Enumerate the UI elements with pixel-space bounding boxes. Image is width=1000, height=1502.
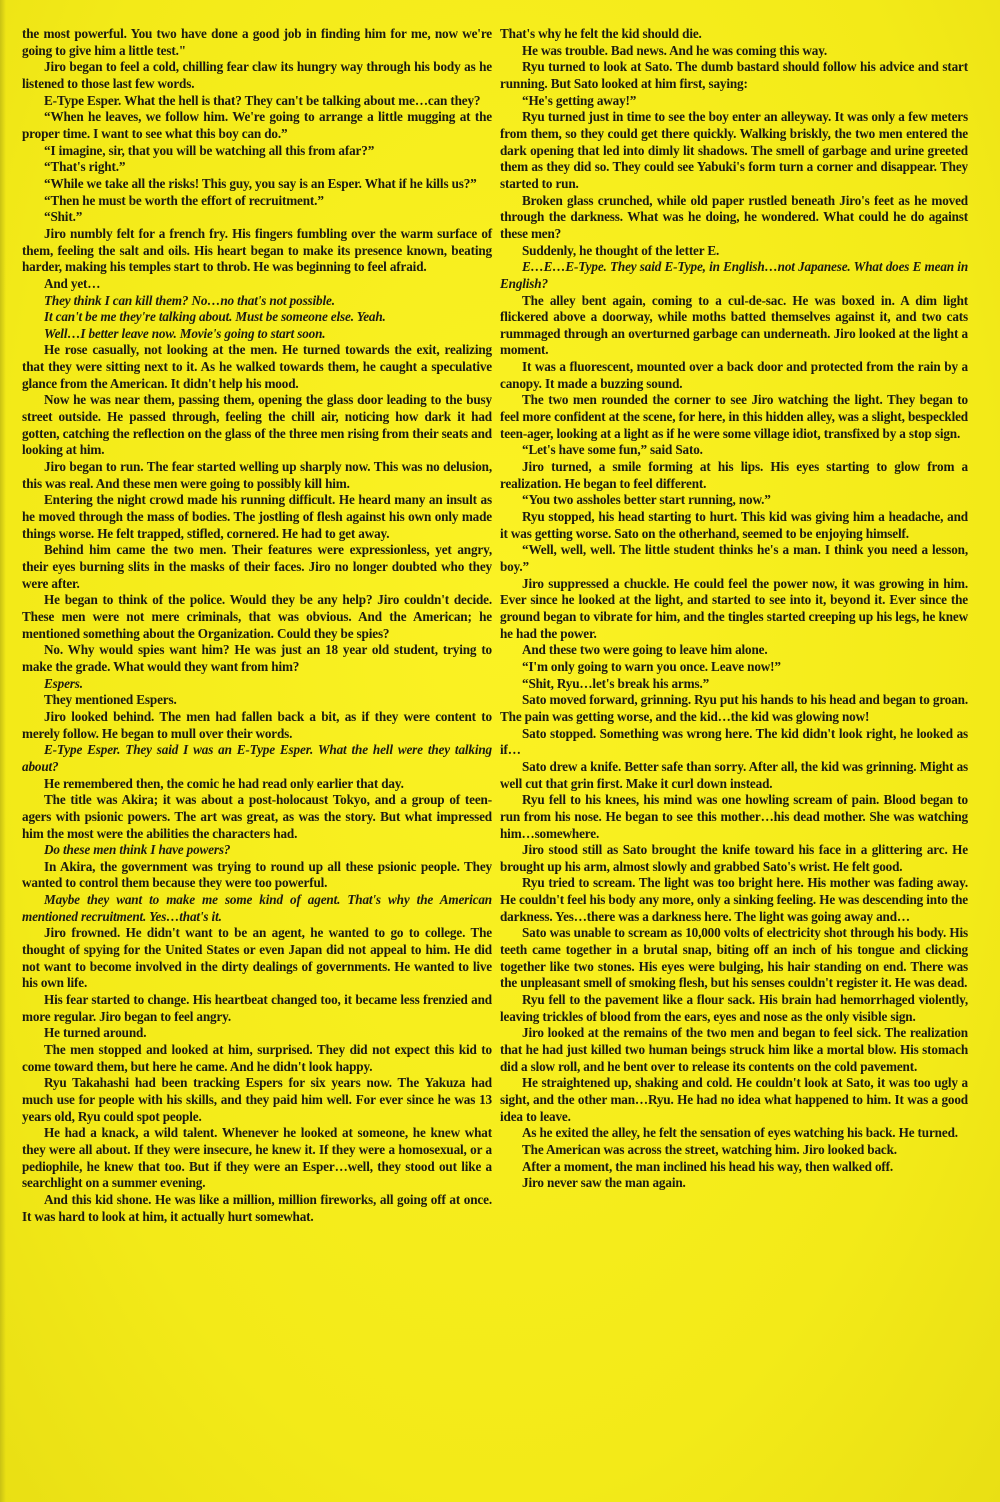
paragraph: And this kid shone. He was like a million, million fireworks, all going off at once. It was hard to look at him, it actually hurt somewhat. xyxy=(22,1191,492,1224)
paragraph: E-Type Esper. They said I was an E-Type Esper. What the hell were they talking about? xyxy=(22,742,492,774)
paragraph: “When he leaves, we follow him. We're going to arrange a little mugging at the proper time. I want to see what this boy can do.” xyxy=(22,109,492,141)
paragraph: E…E…E-Type. They said E-Type, in English…not Japanese. What does E mean in English? xyxy=(500,259,968,291)
paragraph: Sato stopped. Something was wrong here. The kid didn't look right, he looked as if… xyxy=(500,725,968,758)
paragraph: Do these men think I have powers? xyxy=(44,842,231,858)
paragraph: He was trouble. Bad news. And he was coming this way. xyxy=(522,42,828,58)
paragraph: Jiro turned, a smile forming at his lips. His eyes starting to glow from a realization. He began to feel different. xyxy=(500,459,968,491)
paragraph: Ryu fell to the pavement like a flour sack. His brain had hemorrhaged violently, leaving trickles of blood from the ears, eyes and nose as the only visible sign. xyxy=(500,992,968,1024)
paragraph: Jiro began to run. The fear started welling up sharply now. This was no delusion, this was real. And these men were going to possibly kill him. xyxy=(22,459,492,491)
paragraph: “You two assholes better start running, now.” xyxy=(522,492,771,508)
paragraph: Behind him came the two men. Their features were expressionless, yet angry, their eyes burning slits in the masks of their faces. Jiro no longer doubted who they were after. xyxy=(22,542,492,591)
paragraph: That's why he felt the kid should die. xyxy=(500,26,702,41)
paragraph: Now he was near them, passing them, opening the glass door leading to the busy street outside. He passed through, feeling the chill air, noticing how dark it had gotten, catching the reflection on the glass of the three men rising from their seats and looking at him. xyxy=(22,392,492,458)
paragraph: He straightened up, shaking and cold. He couldn't look at Sato, it was too ugly a sight, and the other man…Ryu. He had no idea what happened to him. It was a good idea to leave. xyxy=(500,1075,968,1124)
paragraph: Jiro never saw the man again. xyxy=(522,1175,686,1191)
paragraph: The alley bent again, coming to a cul-de-sac. He was boxed in. A dim light flickered above a doorway, while moths batted themselves against it, and two cats rummaged through an overturned garbage can underneath. Jiro looked at the light a moment. xyxy=(500,292,968,358)
paragraph: He turned around. xyxy=(44,1025,147,1041)
paragraph: He rose casually, not looking at the men. He turned towards the exit, realizing that they were sitting next to it. As he walked towards them, he caught a speculative glance from the American. It didn't help his mood. xyxy=(22,342,492,391)
paragraph: Jiro suppressed a chuckle. He could feel the power now, it was growing in him. Ever since he looked at the light, and started to see into it, beyond it. Ever since the ground began to vibrate for him, and the tingles started creeping up his legs, he knew he had the power. xyxy=(500,575,968,641)
paragraph: In Akira, the government was trying to round up all these psionic people. They wanted to control them because they were too powerful. xyxy=(22,858,492,891)
paragraph: He began to think of the police. Would they be any help? Jiro couldn't decide. These men were not mere criminals, that was obvious. And the American; he mentioned something about the Organization. Could they be spies? xyxy=(22,592,492,641)
paragraph: “Shit.” xyxy=(44,209,83,225)
paragraph: Ryu Takahashi had been tracking Espers for six years now. The Yakuza had much use for people with his skills, and they paid him well. For ever since he was 13 years old, Ryu could spot people. xyxy=(22,1075,492,1124)
paragraph: “While we take all the risks! This guy, you say is an Esper. What if he kills us?” xyxy=(44,175,477,191)
paragraph: The men stopped and looked at him, surprised. They did not expect this kid to come toward them, but here he came. And he didn't look happy. xyxy=(22,1042,492,1074)
paragraph: They mentioned Espers. xyxy=(44,692,177,708)
paragraph: “Shit, Ryu…let's break his arms.” xyxy=(522,675,710,691)
paragraph: The title was Akira; it was about a post-holocaust Tokyo, and a group of teen-agers with psionic powers. The art was great, as was the story. But what impressed him the most were the abilities the characters had. xyxy=(22,792,492,841)
paragraph: The two men rounded the corner to see Jiro watching the light. They began to feel more confident at the scene, for here, in this hidden alley, was a slight, bespeckled teen-ager, looking at a light as if he were some village idiot, transfixed by a stop sign. xyxy=(500,392,968,441)
paragraph: Jiro frowned. He didn't want to be an agent, he wanted to go to college. The thought of spying for the United States or even Japan did not appeal to him. He did not want to become involved in the dirty dealings of governments. He wanted to live his own life. xyxy=(22,925,492,991)
paragraph: Sato drew a knife. Better safe than sorry. After all, the kid was grinning. Might as well cut that grin first. Make it curl down instead. xyxy=(500,758,968,791)
left-text-column xyxy=(22,26,492,1225)
paragraph: Jiro began to feel a cold, chilling fear claw its hungry way through his body as he listened to those last few words. xyxy=(22,59,492,91)
paragraph: After a moment, the man inclined his head his way, then walked off. xyxy=(522,1158,894,1174)
paragraph: It was a fluorescent, mounted over a back door and protected from the rain by a canopy. It made a buzzing sound. xyxy=(500,359,968,391)
paragraph: The American was across the street, watching him. Jiro looked back. xyxy=(522,1141,897,1157)
paragraph: Ryu turned just in time to see the boy enter an alleyway. It was only a few meters from them, so they could get there quickly. Walking briskly, the two men entered the dark opening that led into dimly lit shadows. The smell of garbage and urine greeted them as they did so. They could see Yabuki's form turn a corner and disappear. They started to run. xyxy=(500,109,968,191)
paragraph: Entering the night crowd made his running difficult. He heard many an insult as he moved through the mass of bodies. The jostling of flesh against his own only made things worse. He felt trapped, stifled, cornered. He had to get away. xyxy=(22,492,492,541)
paragraph: Well…I better leave now. Movie's going to start soon. xyxy=(44,325,326,341)
paragraph: No. Why would spies want him? He was just an 18 year old student, trying to make the grade. What would they want from him? xyxy=(22,642,492,674)
paragraph: Sato moved forward, grinning. Ryu put his hands to his head and began to groan. The pain was getting worse, and the kid…the kid was glowing now! xyxy=(500,692,968,724)
paragraph: As he exited the alley, he felt the sensation of eyes watching his back. He turned. xyxy=(522,1125,958,1141)
paragraph: Ryu stopped, his head starting to hurt. This kid was giving him a headache, and it was getting worse. Sato on the otherhand, seemed to be enjoying himself. xyxy=(500,509,968,541)
paragraph: Espers. xyxy=(44,675,83,691)
paragraph: “Well, well, well. The little student thinks he's a man. I think you need a lesson, boy.” xyxy=(500,542,968,574)
page-edge-shadow xyxy=(0,0,6,1502)
paragraph: Jiro stood still as Sato brought the knife toward his face in a glittering arc. He brought up his arm, almost slowly and grabbed Sato's wrist. He felt good. xyxy=(500,842,968,874)
paragraph: Suddenly, he thought of the letter E. xyxy=(522,242,720,258)
paragraph: It can't be me they're talking about. Must be someone else. Yeah. xyxy=(44,309,386,325)
paragraph: His fear started to change. His heartbeat changed too, it became less frenzied and more regular. Jiro began to feel angry. xyxy=(22,992,492,1024)
paragraph: Jiro looked at the remains of the two men and began to feel sick. The realization that he had just killed two human beings struck him like a mortal blow. His stomach did a slow roll, and he bent over to release its contents on the cold pavement. xyxy=(500,1025,968,1074)
paragraph: And yet… xyxy=(44,275,101,291)
paragraph: Broken glass crunched, while old paper rustled beneath Jiro's feet as he moved through the darkness. What was he doing, he wondered. What could he do against these men? xyxy=(500,192,968,241)
paragraph: Ryu fell to his knees, his mind was one howling scream of pain. Blood began to run from his nose. He began to see this mother…his dead mother. She was watching him…somewhere. xyxy=(500,792,968,841)
paragraph: They think I can kill them? No…no that's not possible. xyxy=(44,292,335,308)
paragraph: “I imagine, sir, that you will be watching all this from afar?” xyxy=(44,142,375,158)
paragraph: “Then he must be worth the effort of recruitment.” xyxy=(44,192,324,208)
paragraph: the most powerful. You two have done a good job in finding him for me, now we're going to give him a little test." xyxy=(22,26,492,58)
paragraph: E-Type Esper. What the hell is that? They can't be talking about me…can they? xyxy=(44,92,481,108)
paragraph: Maybe they want to make me some kind of agent. That's why the American mentioned recruitment. Yes…that's it. xyxy=(22,892,492,924)
paragraph: “I'm only going to warn you once. Leave now!” xyxy=(522,658,781,674)
paragraph: He had a knack, a wild talent. Whenever he looked at someone, he knew what they were all about. If they were insecure, he knew it. If they were a homosexual, or a pediophile, he knew that too. But if they were an Esper…well, they stood out like a searchlight on a summer evening. xyxy=(22,1125,492,1191)
right-text-column xyxy=(500,26,968,1192)
paragraph: Jiro numbly felt for a french fry. His fingers fumbling over the warm surface of them, feeling the salt and oils. His heart began to make its presence known, beating harder, making his temples start to throb. He was beginning to feel afraid. xyxy=(22,225,492,275)
paragraph: Ryu tried to scream. The light was too bright here. His mother was fading away. He couldn't feel his body any more, only a sinking feeling. He was descending into the darkness. Yes…there was a darkness here. The light was going away and… xyxy=(500,875,968,924)
paragraph: “Let's have some fun,” said Sato. xyxy=(522,442,703,458)
paragraph: And these two were going to leave him alone. xyxy=(522,642,768,658)
paragraph: He remembered then, the comic he had read only earlier that day. xyxy=(44,775,404,791)
paragraph: Ryu turned to look at Sato. The dumb bastard should follow his advice and start running. But Sato looked at him first, saying: xyxy=(500,59,968,91)
paragraph: Jiro looked behind. The men had fallen back a bit, as if they were content to merely follow. He began to mull over their words. xyxy=(22,708,492,741)
paragraph: “That's right.” xyxy=(44,159,126,175)
paragraph: “He's getting away!” xyxy=(522,92,637,108)
paragraph: Sato was unable to scream as 10,000 volts of electricity shot through his body. His teeth came together in a brutal snap, biting off an inch of his tongue and clicking together like two stones. His eyes were bulging, his hair standing on end. There was the unpleasant smell of smoking flesh, but his senses couldn't register it. He was dead. xyxy=(500,925,968,991)
